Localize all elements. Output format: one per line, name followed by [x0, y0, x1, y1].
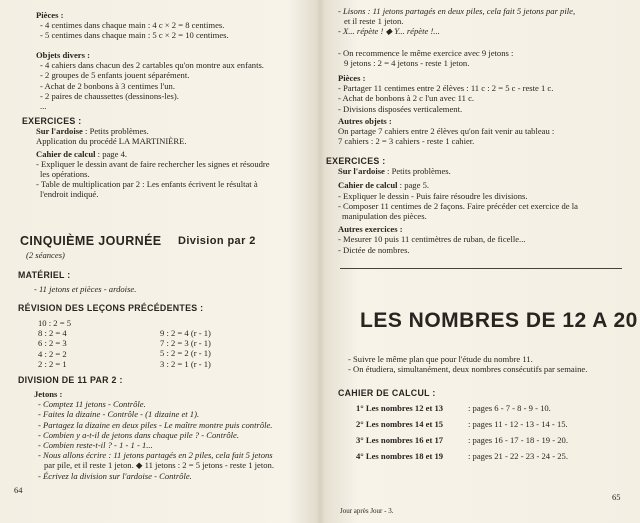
- exercices-section: [22, 116, 270, 200]
- list-item: - Lisons : 11 jetons partagés en deux piles, cela fait 5 jetons par pile,: [338, 6, 576, 16]
- revision-item: 10 : 2 = 5: [38, 318, 72, 328]
- revision-item: 2 : 2 = 1: [38, 358, 67, 369]
- list-item: - Achat de 2 bonbons à 3 centimes l'un.: [40, 80, 175, 91]
- page-right: [322, 0, 640, 523]
- list-item: 7 cahiers : 2 = 3 cahiers - reste 1 cahier.: [338, 136, 475, 147]
- page-footer: Jour après Jour - 3.: [340, 507, 394, 515]
- revision-col1: [38, 318, 71, 369]
- ardoise-line: [22, 126, 270, 136]
- cahier-entry-pages: : pages 16 - 17 - 18 - 19 - 20.: [468, 435, 569, 445]
- cahier-line: [22, 149, 270, 159]
- recommence-section: [338, 48, 513, 68]
- revision-heading: RÉVISION DES LEÇONS PRÉCÉDENTES :: [18, 303, 204, 313]
- list-item: - X... répète ! ◆ Y... répète !...: [338, 26, 440, 37]
- ardoise-label: Sur l'ardoise: [338, 166, 385, 177]
- revision-item: 4 : 2 = 2: [38, 348, 67, 359]
- pieces-heading: Pièces :: [36, 10, 64, 20]
- list-item: - Partagez la dizaine en deux piles - Le maître montre puis contrôle.: [38, 419, 273, 430]
- cahier-entry: [356, 451, 568, 461]
- revision-item: 8 : 2 = 4: [38, 328, 67, 339]
- cahier-entry-pages: : pages 6 - 7 - 8 - 9 - 10.: [468, 403, 551, 413]
- list-item: - 4 cahiers dans chacun des 2 cartables qu'on montre aux enfants.: [40, 60, 264, 71]
- application-line: Application du procédé LA MARTINIÈRE.: [36, 136, 187, 147]
- journee-subtitle: Division par 2: [178, 235, 256, 247]
- list-item: - Combien y a-t-il de jetons dans chaque pile ? - Contrôle.: [38, 429, 239, 440]
- list-item: - On recommence le même exercice avec 9 jetons :: [338, 48, 514, 58]
- cahier-entry: [356, 403, 551, 413]
- list-item: - Suivre le même plan que pour l'étude du nombre 11.: [348, 354, 533, 364]
- intro-section: [348, 354, 587, 374]
- page-number-right: 65: [612, 492, 621, 502]
- objets-section: [36, 50, 264, 111]
- objets-heading: Objets divers :: [36, 50, 90, 60]
- cahier-entry: [356, 419, 568, 429]
- exercices-section-right: [326, 156, 578, 255]
- section-divider: [340, 268, 622, 269]
- cahier-label: Cahier de calcul: [36, 148, 96, 159]
- cahier-entry-pages: : pages 21 - 22 - 23 - 24 - 25.: [468, 451, 569, 461]
- list-item: - 2 paires de chaussettes (dessinons-les).: [40, 90, 179, 101]
- list-item: - Partager 11 centimes entre 2 élèves : 11 c : 2 = 5 c - reste 1 c.: [338, 83, 554, 94]
- ardoise-text: : Petits problèmes.: [384, 166, 451, 177]
- revision-col2: [160, 328, 211, 369]
- list-item: - Table de multiplication par 2 : Les enfants écrivent le résultat à: [36, 179, 258, 190]
- materiel-text: - 11 jetons et pièces - ardoise.: [34, 284, 137, 294]
- list-item: - Mesurer 10 puis 11 centimètres de ruban, de ficelle...: [338, 234, 526, 245]
- list-item: manipulation des pièces.: [342, 211, 427, 222]
- cahier-entry: [356, 435, 568, 445]
- cahier-label: Cahier de calcul: [338, 180, 398, 191]
- cahier-text: : page 4.: [95, 148, 128, 159]
- exercices-heading: EXERCICES :: [22, 116, 82, 126]
- pieces-section: [36, 10, 229, 41]
- list-item: - Écrivez la division sur l'ardoise - Contrôle.: [38, 470, 192, 481]
- list-item: - Composer 11 centimes de 2 façons. Faire précéder cet exercice de la: [338, 200, 578, 211]
- ardoise-line: [326, 166, 578, 176]
- page-left: [0, 0, 318, 523]
- journee-title: CINQUIÈME JOURNÉE: [20, 234, 162, 248]
- list-item: - Dictée de nombres.: [338, 244, 410, 255]
- list-item: - Nous allons écrire : 11 jetons partagés en 2 piles, cela fait 5 jetons: [38, 450, 273, 461]
- list-item: - 4 centimes dans chaque main : 4 c × 2 = 8 centimes.: [40, 20, 225, 31]
- revision-item: 5 : 2 = 2 (r - 1): [160, 348, 211, 359]
- lisons-section: [338, 6, 575, 37]
- list-item: - Divisions disposées verticalement.: [338, 103, 463, 114]
- seances-note: (2 séances): [26, 250, 65, 260]
- list-item: - On étudiera, simultanément, deux nombres consécutifs par semaine.: [348, 364, 588, 375]
- cahier-text: : page 5.: [397, 180, 430, 191]
- list-item: - 5 centimes dans chaque main : 5 c × 2 = 10 centimes.: [40, 30, 229, 41]
- division-heading: DIVISION DE 11 PAR 2 :: [18, 375, 123, 385]
- ardoise-label: Sur l'ardoise: [36, 126, 83, 137]
- list-item: les opérations.: [40, 169, 90, 180]
- autres-objets-heading: Autres objets :: [338, 116, 392, 126]
- materiel-heading: MATÉRIEL :: [18, 270, 71, 280]
- cahier-entry-label: 4° Les nombres 18 et 19: [356, 451, 444, 461]
- pieces-heading: Pièces :: [338, 73, 366, 83]
- list-item: - Comptez 11 jetons - Contrôle.: [38, 399, 146, 410]
- list-item: On partage 7 cahiers entre 2 élèves qu'on fait venir au tableau :: [338, 126, 555, 137]
- revision-item: 9 : 2 = 4 (r - 1): [160, 328, 211, 338]
- list-item: - Expliquer le dessin - Puis faire résoudre les divisions.: [338, 190, 528, 201]
- jetons-heading: Jetons :: [34, 389, 63, 399]
- ardoise-text: : Petits problèmes.: [82, 126, 149, 137]
- list-item: l'endroit indiqué.: [40, 189, 99, 200]
- revision-item: 6 : 2 = 3: [38, 338, 67, 349]
- cahier-entry-label: 2° Les nombres 14 et 15: [356, 419, 444, 429]
- pieces-section-right: [338, 73, 553, 114]
- list-item: - Expliquer le dessin avant de faire rechercher les signes et résoudre: [36, 158, 270, 169]
- cahier-entry-label: 1° Les nombres 12 et 13: [356, 403, 444, 413]
- list-item: 9 jetons : 2 = 4 jetons - reste 1 jeton.: [344, 58, 470, 69]
- cahier-calcul-heading: CAHIER DE CALCUL :: [338, 388, 436, 398]
- list-item: - Combien reste-t-il ? - 1 - 1 - 1...: [38, 440, 153, 451]
- list-item: - Achat de bonbons à 2 c l'un avec 11 c.: [338, 93, 475, 104]
- autres-objets-section: [338, 116, 554, 147]
- list-item: - 2 groupes de 5 enfants jouent séparément.: [40, 70, 190, 81]
- list-item: - Faites la dizaine - Contrôle - (1 dizaine et 1).: [38, 409, 200, 420]
- page-number-left: 64: [14, 485, 23, 495]
- list-item: par pile, et il reste 1 jeton. ◆ 11 jetons : 2 = 5 jetons - reste 1 jeton.: [44, 460, 274, 471]
- autres-exercices-heading: Autres exercices :: [338, 224, 403, 235]
- list-item: ...: [40, 101, 47, 112]
- revision-item: 7 : 2 = 3 (r - 1): [160, 338, 211, 349]
- cahier-entry-pages: : pages 11 - 12 - 13 - 14 - 15.: [468, 419, 568, 429]
- list-item: et il reste 1 jeton.: [344, 16, 404, 27]
- section-title: LES NOMBRES DE 12 A 20: [360, 309, 638, 332]
- jetons-section: [34, 389, 274, 481]
- revision-item: 3 : 2 = 1 (r - 1): [160, 358, 211, 369]
- cahier-line: [326, 180, 578, 190]
- cahier-entry-label: 3° Les nombres 16 et 17: [356, 435, 444, 445]
- exercices-heading: EXERCICES :: [326, 156, 386, 166]
